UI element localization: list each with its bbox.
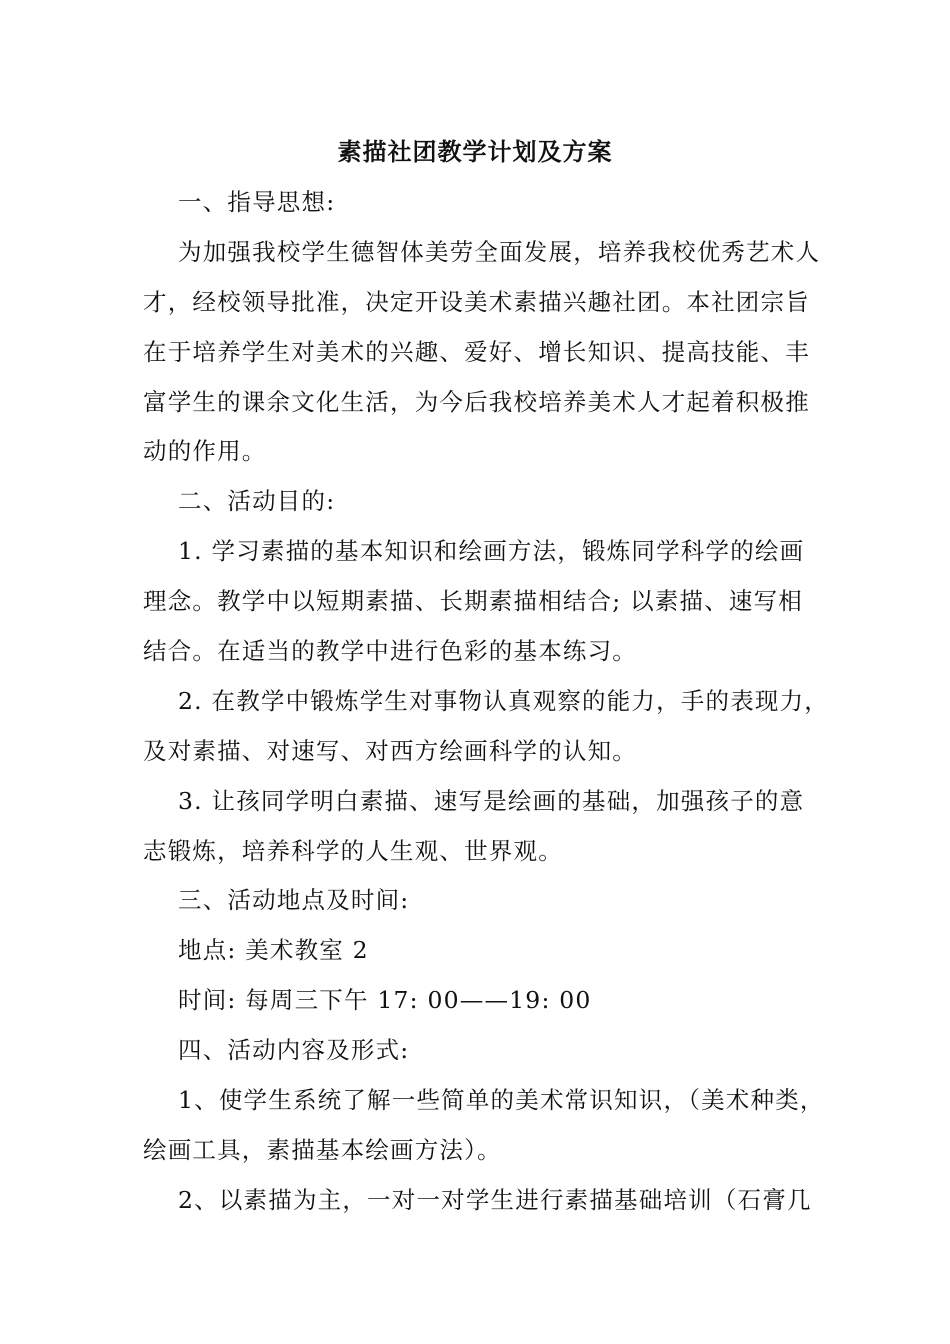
paragraph-line: 及对素描、对速写、对西方绘画科学的认知。: [143, 737, 637, 765]
paragraph-line: 1、使学生系统了解一些简单的美术常识知识，（美术种类，: [178, 1086, 825, 1114]
paragraph-line: 才，经校领导批准，决定开设美术素描兴趣社团。本社团宗旨: [143, 288, 810, 316]
location-line: 地点: 美术教室 2: [178, 936, 369, 964]
time-line: 时间: 每周三下午 17: 00——19: 00: [178, 986, 592, 1014]
paragraph-line: 2. 在教学中锻炼学生对事物认真观察的能力，手的表现力，: [178, 687, 829, 715]
paragraph-line: 志锻炼，培养科学的人生观、世界观。: [143, 837, 563, 865]
paragraph-line: 1. 学习素描的基本知识和绘画方法，锻炼同学科学的绘画: [178, 537, 805, 565]
heading-content-form: 四、活动内容及形式:: [178, 1036, 410, 1064]
paragraph-line: 富学生的课余文化生活，为今后我校培养美术人才起着积极推: [143, 388, 810, 416]
paragraph-line: 结合。在适当的教学中进行色彩的基本练习。: [143, 637, 637, 665]
heading-activity-goals: 二、活动目的:: [178, 487, 336, 515]
paragraph-line: 3. 让孩同学明白素描、速写是绘画的基础，加强孩子的意: [178, 787, 805, 815]
paragraph-line: 绘画工具，素描基本绘画方法）。: [143, 1136, 502, 1164]
heading-location-time: 三、活动地点及时间:: [178, 886, 410, 914]
paragraph-line: 为加强我校学生德智体美劳全面发展，培养我校优秀艺术人: [178, 238, 821, 266]
paragraph-line: 2、以素描为主，一对一对学生进行素描基础培训（石膏几: [178, 1186, 812, 1214]
document-title: 素描社团教学计划及方案: [337, 137, 613, 166]
heading-guiding-ideology: 一、指导思想:: [178, 188, 336, 216]
paragraph-line: 动的作用。: [143, 437, 267, 465]
paragraph-line: 在于培养学生对美术的兴趣、爱好、增长知识、提高技能、丰: [143, 338, 810, 366]
paragraph-line: 理念。教学中以短期素描、长期素描相结合; 以素描、速写相: [143, 587, 803, 615]
